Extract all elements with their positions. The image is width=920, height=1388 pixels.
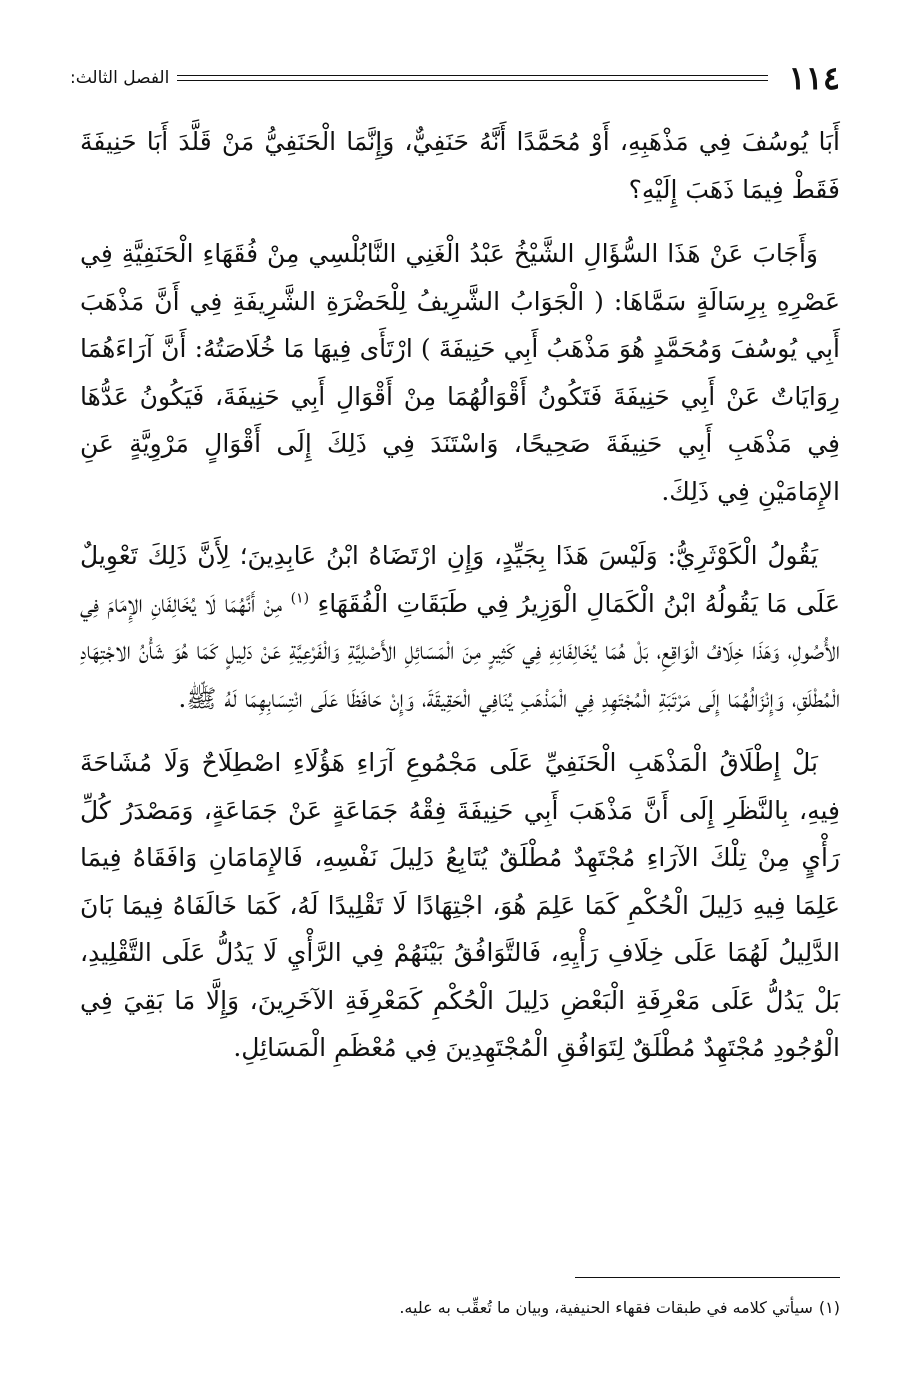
paragraph-kawthari — [80, 532, 840, 722]
running-header — [70, 58, 840, 98]
paragraph-nabulsi-answer: وَأَجَابَ عَنْ هَذَا السُّؤَالِ الشَّيْخُ عَبْدُ الْغَنِي النَّابُلْسِي مِنْ فُقَهَاءِ الْحَنَفِيَّةِ فِي عَصْرِهِ بِرِسَالَةٍ سَمَّاهَا: ( الْجَوَابُ الشَّرِيفُ لِلْحَضْرَةِ الشَّرِيفَةِ فِي أَنَّ مَذْهَبَ أَبِي يُوسُفَ وَمُحَمَّدٍ هُوَ مَذْهَبُ أَبِي حَنِيفَةَ ) ارْتَأَى فِيهَا مَا خُلَاصَتُهُ: أَنَّ آرَاءَهُمَا رِوَايَاتٌ عَنْ أَبِي حَنِيفَةَ فَتَكُونُ أَقْوَالُهُمَا مِنْ أَقْوَالِ أَبِي حَنِيفَةَ، فَيَكُونُ عَدُّهَا فِي مَذْهَبِ أَبِي حَنِيفَةَ صَحِيحًا، وَاسْتَنَدَ فِي ذَلِكَ إِلَى أَقْوَالٍ مَرْوِيَّةٍ عَنِ الإِمَامَيْنِ فِي ذَلِكَ. — [80, 239, 840, 506]
paragraph-continuation: أَبَا يُوسُفَ فِي مَذْهَبِهِ، أَوْ مُحَمَّدًا أَنَّهُ حَنَفِيٌّ، وَإِنَّمَا الْحَنَفِيُّ مَنْ قَلَّدَ أَبَا حَنِيفَةَ فَقَطْ فِيمَا ذَهَبَ إِلَيْهِ؟ — [80, 127, 840, 204]
header-rule — [177, 75, 768, 81]
footnote — [80, 1294, 840, 1322]
chapter-title: الفصل الثالث: — [70, 68, 170, 88]
body-text — [80, 118, 840, 1089]
footnote-reference[interactable]: (١) — [290, 590, 310, 607]
page-number: ١١٤ — [788, 59, 840, 97]
kawthari-text-part-2: مِنْ أَنَّهُمَا لَا يُخَالِفَانِ الإِمَامَ فِي الأُصُولِ، وَهَذَا خِلَافُ الْوَاقِعِ، بَلْ هُمَا يُخَالِفَانِهِ فِي كَثِيرٍ مِنَ الْمَسَائِلِ الأَصْلِيَّةِ وَالْفَرْعِيَّةِ عَنْ دَلِيلٍ كَمَا هُوَ شَأْنُ الاجْتِهَادِ الْمُطْلَقِ، وَإِنْزَالُهُمَا إِلَى مَرْتَبَةِ الْمُجْتَهِدِ فِي الْمَذْهَبِ يُنَافِي الْحَقِيقَةَ، وَإِنْ حَافَظَا عَلَى انْتِسَابِهِمَا لَهُ ﷺ. — [80, 588, 840, 713]
kawthari-text-part-1: يَقُولُ الْكَوْثَرِيُّ: وَلَيْسَ هَذَا بِجَيِّدٍ، وَإِنِ ارْتَضَاهُ ابْنُ عَابِدِينَ؛ لِأَنَّ ذَلِكَ تَعْوِيلٌ عَلَى مَا يَقُولُهُ ابْنُ الْكَمَالِ الْوَزِيرُ فِي طَبَقَاتِ الْفُقَهَاءِ — [80, 541, 840, 618]
footnote-number: (١) — [818, 1298, 840, 1317]
footnote-separator — [575, 1277, 840, 1278]
footnote-text: سيأتي كلامه في طبقات فقهاء الحنيفية، وبيان ما تُعقِّب به عليه. — [399, 1298, 813, 1317]
paragraph-madhhab-definition: بَلْ إِطْلَاقُ الْمَذْهَبِ الْحَنَفِيِّ عَلَى مَجْمُوعِ آرَاءِ هَؤُلَاءِ اصْطِلَاحٌ وَلَا مُشَاحَةَ فِيهِ، بِالنَّظَرِ إِلَى أَنَّ مَذْهَبَ أَبِي حَنِيفَةَ فِقْهُ جَمَاعَةٍ عَنْ جَمَاعَةٍ، وَمَصْدَرُ كُلِّ رَأْيٍ مِنْ تِلْكَ الآرَاءِ مُجْتَهِدٌ مُطْلَقٌ يُتَابِعُ دَلِيلَ نَفْسِهِ، فَالإِمَامَانِ وَافَقَاهُ فِيمَا عَلِمَا فِيهِ دَلِيلَ الْحُكْمِ كَمَا عَلِمَ هُوَ، اجْتِهَادًا لَا تَقْلِيدًا لَهُ، كَمَا خَالَفَاهُ فِيمَا بَانَ الدَّلِيلُ لَهُمَا عَلَى خِلَافِ رَأْيِهِ، فَالتَّوَافُقُ بَيْنَهُمْ فِي الرَّأْيِ لَا يَدُلُّ عَلَى التَّقْلِيدِ، بَلْ يَدُلُّ عَلَى مَعْرِفَةِ الْبَعْضِ دَلِيلَ الْحُكْمِ كَمَعْرِفَةِ الآخَرِينَ، وَإِلَّا مَا بَقِيَ فِي الْوُجُودِ مُجْتَهِدٌ مُطْلَقٌ لِتَوَافُقِ الْمُجْتَهِدِينَ فِي مُعْظَمِ الْمَسَائِلِ. — [80, 748, 840, 1062]
